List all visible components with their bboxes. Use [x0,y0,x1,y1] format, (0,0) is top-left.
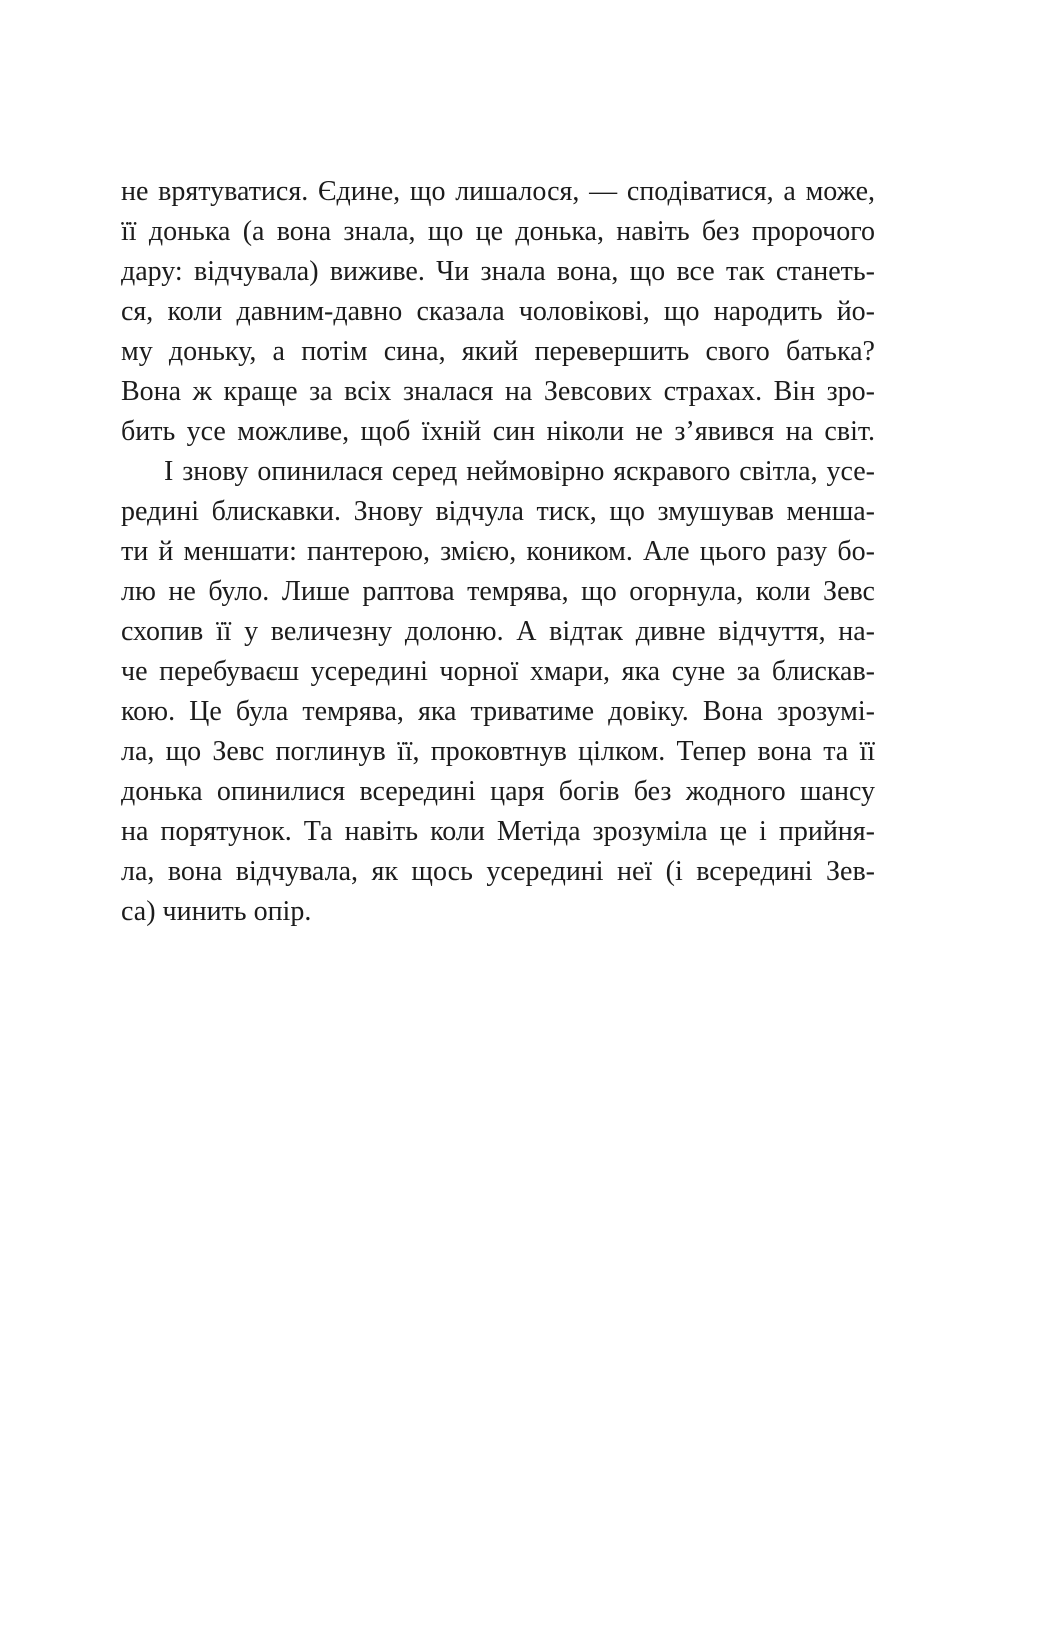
text-line: ти й меншати: пантерою, змією, коником. Але цього разу бо- [121,536,875,567]
text-line: са) чинить опір. [121,896,312,927]
text-line: І знову опинилася серед неймовірно яскравого світла, усе- [164,456,875,487]
text-line: на порятунок. Та навіть коли Метіда зрозуміла це і прийня- [121,816,875,847]
paragraph [121,452,875,932]
paragraph [121,172,875,452]
text-line: ла, що Зевс поглинув її, проковтнув цілком. Тепер вона та її [121,736,875,767]
text-line: донька опинилися всередині царя богів без жодного шансу [121,776,875,807]
text-line: лю не було. Лише раптова темрява, що огорнула, коли Зевс [121,576,875,607]
text-line: че перебуваєш усередині чорної хмари, яка суне за блискав- [121,656,875,687]
text-line: Вона ж краще за всіх зналася на Зевсових страхах. Він зро- [121,376,875,407]
text-line: не врятуватися. Єдине, що лишалося, — сподіватися, а може, [121,176,875,207]
text-line: кою. Це була темрява, яка триватиме довіку. Вона зрозумі- [121,696,875,727]
text-line: редині блискавки. Знову відчула тиск, що змушував менша- [121,496,875,527]
text-line: ла, вона відчувала, як щось усередині неї (і всередині Зев- [121,856,875,887]
body-text [121,172,875,932]
text-line: її донька (а вона знала, що це донька, навіть без пророчого [121,216,875,247]
text-line: схопив її у величезну долоню. А відтак дивне відчуття, на- [121,616,875,647]
text-line: дару: відчувала) виживе. Чи знала вона, що все так станеть- [121,256,875,287]
text-line: бить усе можливе, щоб їхній син ніколи не з’явився на світ. [121,416,875,447]
text-line: ся, коли давним-давно сказала чоловікові, що народить йо- [121,296,875,327]
text-line: му доньку, а потім сина, який перевершить свого батька? [121,336,875,367]
